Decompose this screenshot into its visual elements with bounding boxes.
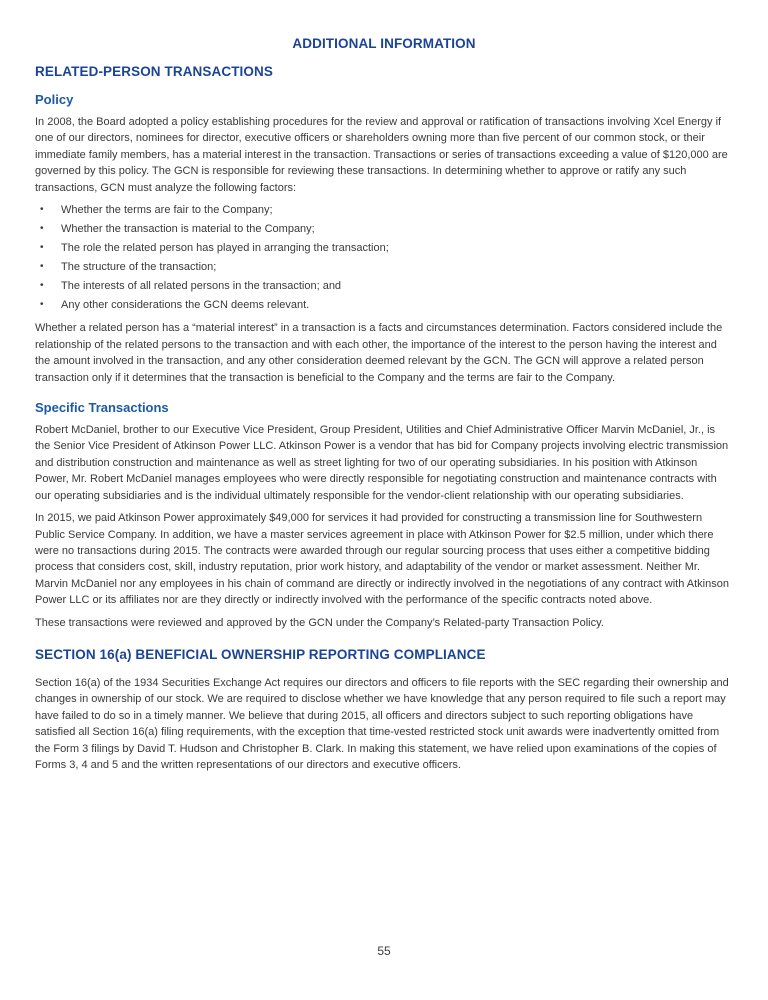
policy-paragraph-2: Whether a related person has a “material interest” in a transaction is a facts and circumstances determination. Factors considered include the relationship of the related persons to the transaction and with each other, the importance of the interest to the person having the interest and the amount involved in the transaction, and any other consideration deemed relevant by the GCN. The GCN will approve a related person transaction only if it determines that the transaction is beneficial to the Company and the terms are fair to the Company.	[35, 322, 723, 384]
page-header-title: ADDITIONAL INFORMATION	[292, 36, 476, 51]
policy-paragraph-1: In 2008, the Board adopted a policy establishing procedures for the review and approval or ratification of transactions involving Xcel Energy if one of our directors, nominees for director, executive officers or shareholders owning more than five percent of our common stock, or their immediate family members, has a material interest in the transaction. Transactions or series of transactions exceeding a value of $120,000 are governed by this policy. The GCN is responsible for reviewing these transactions. In determining whether to approve or ratify any such transactions, GCN must analyze the following factors:	[35, 116, 728, 194]
bullet-item	[35, 202, 733, 218]
bullet-dot-icon: •	[40, 204, 44, 216]
bullet-text: Whether the terms are fair to the Company;	[61, 204, 273, 217]
bullet-dot-icon: •	[40, 299, 44, 311]
bullet-dot-icon: •	[40, 223, 44, 235]
bullet-item	[35, 278, 733, 294]
page-number: 55	[377, 944, 391, 958]
bullet-text: The structure of the transaction;	[61, 261, 217, 274]
section-title-section-16a: SECTION 16(a) BENEFICIAL OWNERSHIP REPORTING COMPLIANCE	[35, 646, 486, 662]
section-16a-paragraph-1: Section 16(a) of the 1934 Securities Exchange Act requires our directors and officers to file reports with the SEC regarding their ownership and changes in ownership of our stock. We are required to disclose whether we have knowledge that any person required to file such a report may have failed to do so in a timely manner. We believe that during 2015, all officers and directors subject to such reporting obligations have satisfied all Section 16(a) filing requirements, with the exception that time-vested restricted stock unit awards were inadvertently omitted from the Form 3 filings by David T. Hudson and Christopher B. Clark. In making this statement, we have relied upon examinations of the copies of Forms 3, 4 and 5 and the written representations of our directors and executive officers.	[35, 676, 729, 771]
specific-transactions-paragraph-3: These transactions were reviewed and approved by the GCN under the Company’s Related-party Transaction Policy.	[35, 616, 604, 629]
bullet-dot-icon: •	[40, 261, 44, 273]
bullet-item	[35, 297, 733, 313]
bullet-text: The role the related person has played in arranging the transaction;	[61, 242, 389, 255]
bullet-text: The interests of all related persons in the transaction; and	[61, 280, 342, 293]
bullet-item	[35, 240, 733, 256]
bullet-item	[35, 259, 733, 275]
bullet-item	[35, 221, 733, 237]
subsection-title-policy: Policy	[35, 92, 74, 107]
section-title-related-person-transactions: RELATED-PERSON TRANSACTIONS	[35, 64, 273, 79]
subsection-title-specific-transactions: Specific Transactions	[35, 400, 169, 416]
bullet-dot-icon: •	[40, 280, 44, 292]
bullet-text: Any other considerations the GCN deems relevant.	[61, 299, 310, 312]
bullet-text: Whether the transaction is material to the Company;	[61, 223, 315, 236]
policy-bullet-list	[35, 202, 733, 313]
bullet-dot-icon: •	[40, 242, 44, 254]
specific-transactions-paragraph-2: In 2015, we paid Atkinson Power approximately $49,000 for services it had provided for constructing a transmission line for Southwestern Public Service Company. In addition, we have a master services agreement in place with Atkinson Power for $2.5 million, under which there were no transactions during 2015. The contracts were awarded through our regular sourcing process that uses either a competitive bidding process that considers cost, skill, industry reputation, prior work history, and adaptability of the vendor or market assessment. Neither Mr. Marvin McDaniel nor any employees in his chain of command are directly or indirectly involved in the negotiations of any contract with Atkinson Power LLC or its affiliates nor are they directly or indirectly involved with the performance of the specific contracts noted above.	[35, 512, 729, 607]
specific-transactions-paragraph-1: Robert McDaniel, brother to our Executive Vice President, Group President, Utilities and Chief Administrative Officer Marvin McDaniel, Jr., is the Senior Vice President of Atkinson Power LLC. Atkinson Power is a vendor that has bid for Company projects involving electric transmission and distribution construction and maintenance as well as street lighting for two of our operating subsidiaries. In his position with Atkinson Power, Mr. Robert McDaniel manages employees who were directly responsible for negotiating construction and maintenance contracts with our operating subsidiaries and is the individual ultimately responsible for the vendor-client relationship with our operating subsidiaries.	[35, 424, 729, 502]
